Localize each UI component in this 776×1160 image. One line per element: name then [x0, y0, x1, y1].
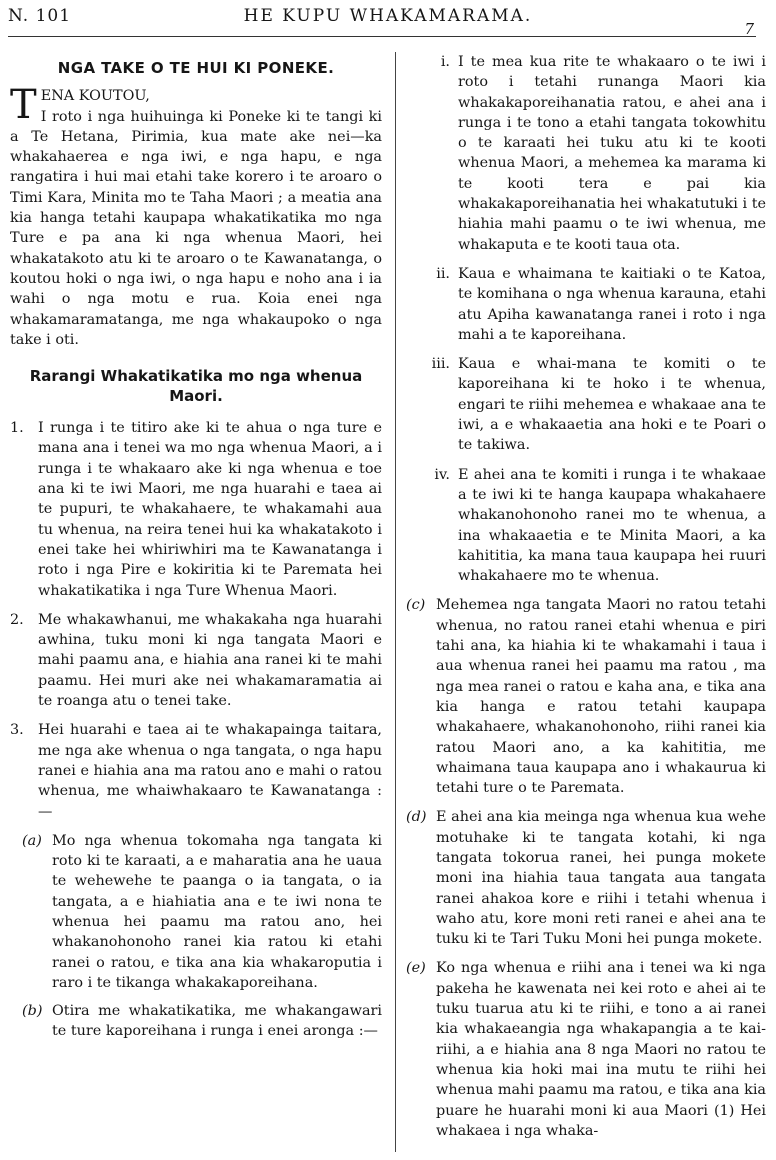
clause-item — [406, 595, 766, 798]
roman-text: I te mea kua rite te whakaaro o te iwi i roto i tetahi runanga Maori kia whakakaporeihanatia ratou, e ahei ana i runga i te tono a etahi tangata tokowhitu o te karaati hei tuku atu ki te kooti whenua Maori, a mehemea ka marama ki te kooti tera e pai kia whakakaporeihanatia hei whakatutuki i te hiahia mahi paamu o te iwi whenua, me whakaputa e te kooti taua ota. — [458, 54, 766, 253]
intro-paragraph: I roto i nga huihuinga ki Poneke ki te tangi ki a Te Hetana, Pirimia, kua mate ake nei—ka whakahaerea e nga iwi, e nga hapu, e nga rangatira i hui mai etahi take korero i te aroaro o Timi Kara, Minita mo te Taha Maori ; a meatia ana kia hanga tetahi kaupapa whakatikatika mo nga Ture e pa ana ki nga whenua Maori, hei whakatakoto atu ki te aroaro o te Kawanatanga, o koutou hoki o nga iwi, o nga hapu e noho ana i ia wahi o nga motu e rua. Koia enei nga whakamaramatanga, me nga whakaupoko o nga take i oti. — [10, 108, 382, 348]
clause-item — [406, 958, 766, 1141]
greeting-text: ENA KOUTOU, — [40, 88, 150, 105]
sub-item — [22, 831, 382, 993]
list-item — [10, 720, 382, 821]
left-column — [10, 52, 382, 1050]
drop-cap: T — [10, 82, 37, 129]
item-text: I runga i te titiro ake ki te ahua o nga ture e mana ana i tenei wa mo nga whenua Maori, a i runga i te whakaaro ake ki nga whenua e toe ana ki te iwi Maori, me nga huarahi e taea ai te pupuri, te whakahaere, te whakamahi aua tu whenua, na reira tenei hui ka whakatakoto i enei take hei whiriwhiri ma te Kawanatanga i roto i nga Pire e kokiritia ki te Paremata hei whakatikatika i nga Ture Whenua Maori. — [38, 420, 382, 599]
sub-item — [22, 1001, 382, 1042]
clause-item — [406, 807, 766, 949]
article-title: NGA TAKE O TE HUI KI PONEKE. — [57, 59, 335, 77]
issue-number: N. 101 — [8, 6, 72, 26]
clause-text: Ko nga whenua e riihi ana i tenei wa ki nga pakeha he kawenata nei kei roto e ahei ai te tuku tuarua atu ki te riihi, e tono a ai ranei kia whakaeangia nga whakapangia a te kai-riihi, a e hiahia ana 8 nga Maori no ratou te whenua kia hoki mai ina mutu te riihi hei whenua mahi paamu ma ratou, e tika ana kia puare he huarahi moni ki aua Maori (1) Hei whakaea i nga whaka- — [436, 960, 766, 1139]
column-divider — [395, 52, 396, 1152]
page-title: HE KUPU WHAKAMARAMA. — [243, 6, 533, 26]
clause-text: Mehemea nga tangata Maori no ratou tetahi whenua, no ratou ranei etahi whenua e piri tahi ana, ka hiahia ki te whakamahi i taua i aua whenua ranei hei paamu ma ratou , ma nga mea ranei o ratou e kaha ana, e tika ana kia hanga e ratou tetahi kaupapa whakahaere, whakanohonoho, riihi ranei kia ratou Maori ano, a ka kahititia, me whaimana taua kaupapa ano i whakaurua ki tetahi ture o te Paremata. — [436, 597, 766, 797]
roman-label: iv. — [434, 466, 450, 483]
clause-label: (e) — [406, 960, 426, 977]
roman-item — [406, 264, 766, 345]
greeting — [10, 82, 382, 129]
clause-label: (d) — [406, 809, 427, 826]
roman-label: i. — [440, 54, 450, 70]
roman-text: Kaua e whaimana te kaitiaki o te Katoa, te komihana o nga whenua karauna, etahi atu Apiha kawanatanga ranei i roto i nga mahi a te kaporeihana. — [458, 265, 766, 343]
list-item — [10, 610, 382, 711]
item-text: Hei huarahi e taea ai te whakapainga taitara, me nga ake whenua o nga tangata, o nga hapu ranei e hiahia ana ma ratou ano e mahi o ratou whenua, me whaiwhakaaro te Kawanatanga :— — [38, 722, 382, 820]
sub-item-label: (b) — [22, 1003, 43, 1020]
sub-item-label: (a) — [22, 832, 42, 849]
clause-label: (c) — [406, 597, 426, 614]
page-number: 7 — [744, 20, 754, 38]
item-text: Me whakawhanui, me whakakaha nga huarahi awhina, tuku moni ki nga tangata Maori e mahi paamu ana, e hiahia ana ranei ki te mahi paamu. Hei muri ake nei whakamaramatia ai te roanga atu o tenei take. — [38, 611, 382, 710]
roman-text: E ahei ana te komiti i runga i te whakaae a te iwi ki te hanga kaupapa whakahaere whakanohonoho ranei mo te whenua, a ina whakaaetia e te Minita Maori, a ka kahititia, ka mana taua kaupapa hei ruuri whakahaere mo te whenua. — [458, 466, 766, 585]
item-number: 1. — [10, 420, 24, 437]
roman-item — [406, 354, 766, 455]
roman-item — [406, 52, 766, 255]
item-number: 2. — [10, 611, 24, 628]
right-column — [406, 52, 766, 1150]
item-number: 3. — [10, 722, 24, 739]
roman-text: Kaua e whai-mana te komiti o te kaporeihana ki te hoko i te whenua, engari te riihi mehemea e whakaae ana te iwi, a e whakaaetia ana hoki e te Poari o te takiwa. — [458, 356, 766, 454]
sub-item-text: Otira me whakatikatika, me whakangawari te ture kaporeihana i runga i enei aronga :— — [52, 1003, 382, 1040]
sub-item-text: Mo nga whenua tokomaha nga tangata ki roto ki te karaati, a e maharatia ana he uaua te wehewehe te paanga o ia tangata, o ia tangata, a e hiahiatia ana e te iwi nona te whenua hei paamu ma ratou ano, hei whakanohonoho ranei kia ratou ki etahi ranei o ratou, e tika ana kia whakaroputia i raro i te tikanga whakakaporeihana. — [52, 832, 382, 991]
section-heading: Rarangi Whakatikatika mo nga whenua Maori. — [29, 367, 363, 406]
header-rule — [8, 36, 756, 37]
clause-text: E ahei ana kia meinga nga whenua kua wehe motuhake ki te tangata kotahi, ki nga tangata tokorua ranei, hei punga mokete moni ina hiahia taua tangata aua tangata ranei ahakoa kore e riihi i tetahi whenua i waho atu, kore moni reti ranei e ahei ana te tuku ki te Tari Tuku Moni hei punga mokete. — [436, 809, 766, 948]
roman-item — [406, 465, 766, 587]
list-item — [10, 418, 382, 601]
page-header — [0, 0, 776, 44]
roman-label: iii. — [431, 356, 450, 373]
roman-label: ii. — [436, 265, 450, 282]
